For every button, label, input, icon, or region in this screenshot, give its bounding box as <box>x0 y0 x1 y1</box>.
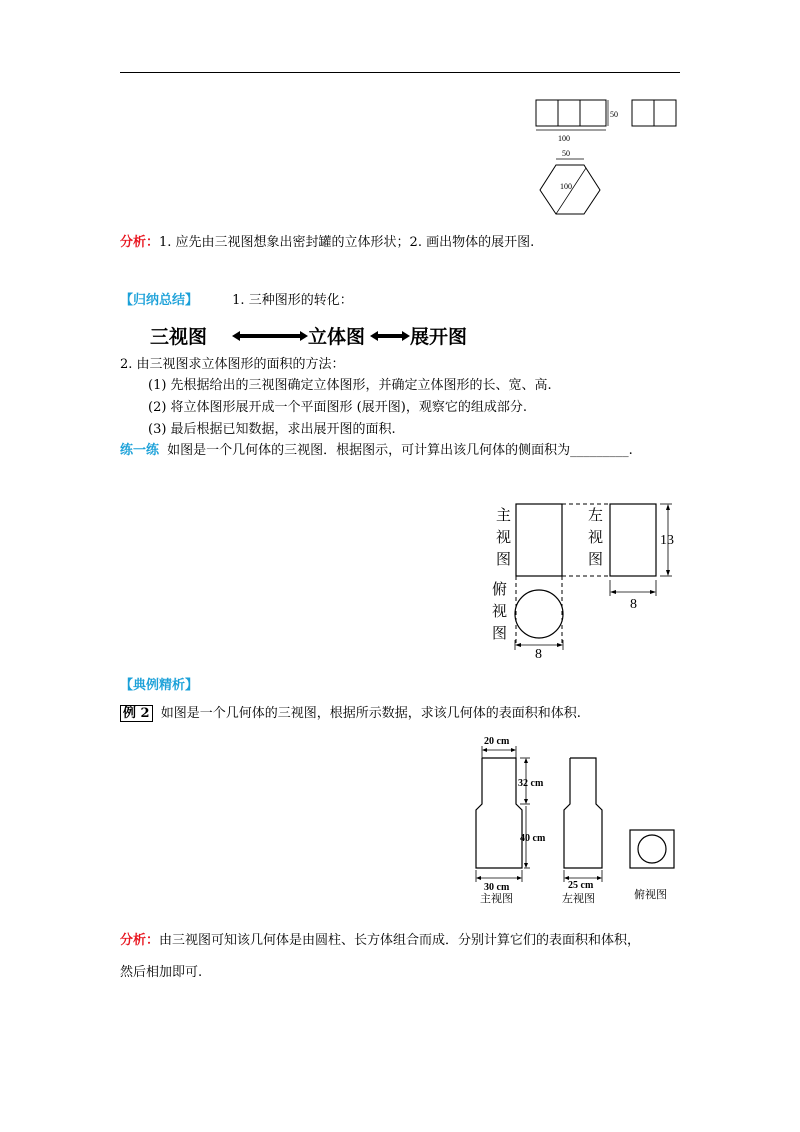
practice-label: 练一练 <box>120 443 160 458</box>
answer-blank: _________ <box>570 443 629 458</box>
dim-bottom-width: 30 cm <box>484 882 510 893</box>
double-arrow-icon <box>368 330 412 342</box>
summary-item-2: 2. 由三视图求立体图形的面积的方法： <box>120 357 345 372</box>
front-view-label-3: 图 <box>496 550 512 568</box>
dim-diameter-8: 8 <box>535 647 542 662</box>
caption-top-view: 俯视图 <box>634 888 667 901</box>
front-view-label-2: 视 <box>496 528 512 546</box>
example-2-row <box>120 705 581 723</box>
conversion-term-1: 三视图 <box>150 326 208 348</box>
dim-100-hex: 100 <box>560 182 572 191</box>
front-view-label-1: 主 <box>496 506 512 524</box>
analysis-2-label: 分析： <box>120 933 160 948</box>
conversion-term-3: 展开图 <box>410 326 468 348</box>
dim-side-width: 25 cm <box>568 880 594 891</box>
left-view-label-3: 图 <box>588 550 604 568</box>
analysis-2-line-1 <box>120 932 640 950</box>
analysis-1 <box>120 234 534 252</box>
method-step-2: (2) 将立体图形展开成一个平面图形 (展开图)，观察它的组成部分. <box>148 400 527 415</box>
analysis-label: 分析： <box>120 235 160 250</box>
analysis-text: 1. 应先由三视图想象出密封罐的立体形状；2. 画出物体的展开图. <box>159 235 535 250</box>
dim-100-net: 100 <box>558 134 570 143</box>
dim-lower-height: 40 cm <box>520 833 546 844</box>
caption-left-view: 左视图 <box>562 892 595 905</box>
dim-top-width: 20 cm <box>484 736 510 747</box>
bottle-three-view-figure <box>468 728 688 906</box>
top-view-label-1: 俯 <box>492 580 508 598</box>
dim-height-13: 13 <box>660 533 674 548</box>
left-view-label-1: 左 <box>588 506 604 524</box>
unfolded-net-figure <box>520 92 690 222</box>
example-tag: 例 2 <box>120 705 153 722</box>
conversion-term-2: 立体图 <box>308 326 366 348</box>
dim-50-hex: 50 <box>562 149 570 158</box>
summary-label: 【归纳总结】 <box>120 293 199 308</box>
left-view-label-2: 视 <box>588 528 604 546</box>
caption-front-view: 主视图 <box>480 892 513 905</box>
summary-heading-row <box>120 292 353 310</box>
method-step-3: (3) 最后根据已知数据，求出展开图的面积. <box>148 422 396 437</box>
header-rule <box>120 72 680 73</box>
practice-end: . <box>628 443 633 458</box>
dim-50-net: 50 <box>610 110 618 119</box>
three-view-figure <box>488 496 688 662</box>
practice-row <box>120 442 633 460</box>
double-arrow-icon <box>230 330 310 342</box>
dim-upper-height: 32 cm <box>518 778 544 789</box>
analysis-2-line-2: 然后相加即可. <box>120 965 203 980</box>
practice-text: 如图是一个几何体的三视图．根据图示，可计算出该几何体的侧面积为 <box>167 443 571 458</box>
top-view-label-2: 视 <box>492 602 508 620</box>
example-section-label: 【典例精析】 <box>120 678 199 693</box>
method-step-1: (1) 先根据给出的三视图确定立体图形，并确定立体图形的长、宽、高. <box>148 378 552 393</box>
top-view-label-3: 图 <box>492 624 508 642</box>
summary-item-1: 1. 三种图形的转化： <box>232 293 353 308</box>
analysis-2-text: 由三视图可知该几何体是由圆柱、长方体组合而成．分别计算它们的表面积和体积， <box>159 933 641 948</box>
dim-width-8: 8 <box>630 597 637 612</box>
example-text: 如图是一个几何体的三视图，根据所示数据，求该几何体的表面积和体积. <box>160 706 581 721</box>
